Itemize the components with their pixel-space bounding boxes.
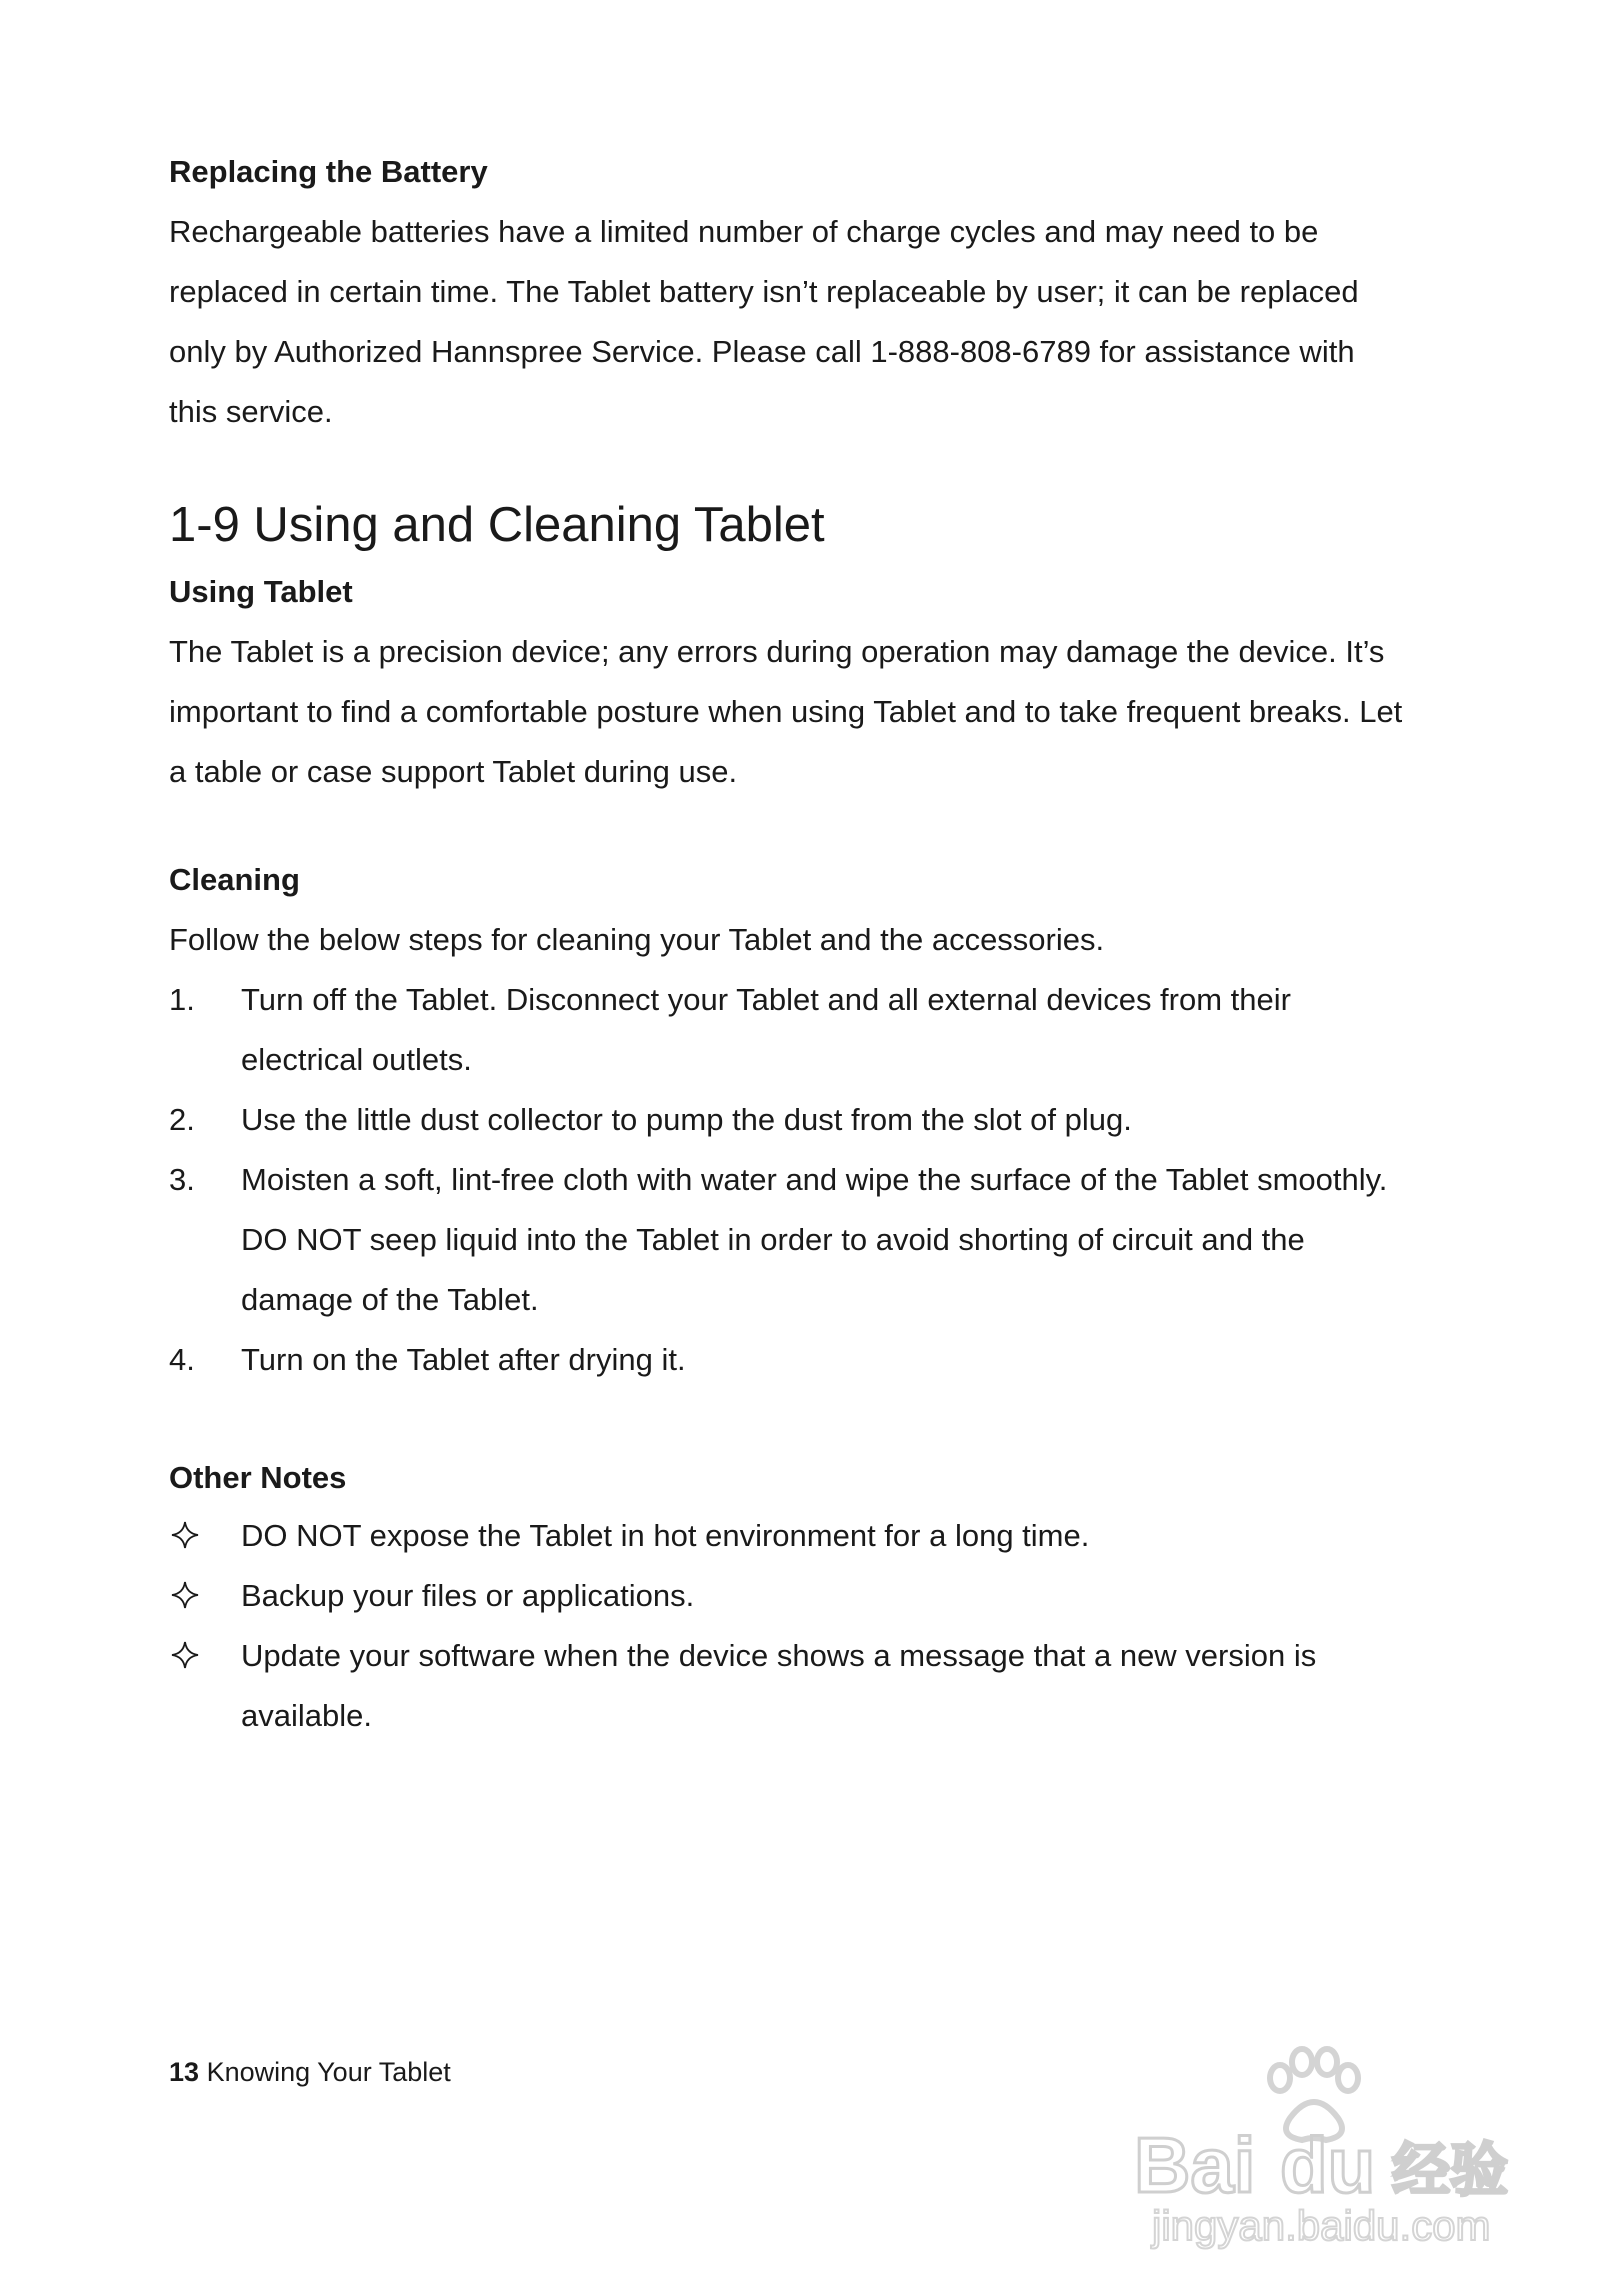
- paragraph-line: The Tablet is a precision device; any errors during operation may damage the device. It’s: [169, 634, 1385, 669]
- paragraph-line: a table or case support Tablet during use.: [169, 754, 738, 789]
- battery-paragraph: [169, 202, 1459, 442]
- step-text: DO NOT seep liquid into the Tablet in order to avoid shorting of circuit and the: [241, 1222, 1305, 1257]
- svg-text:jingyan.baidu.com: jingyan.baidu.com: [1152, 2202, 1491, 2249]
- baidu-watermark-logo: [1130, 2040, 1510, 2250]
- step-text: Turn on the Tablet after drying it.: [241, 1342, 686, 1377]
- svg-text:经验: 经验: [1392, 2136, 1509, 2204]
- section-title: 1-9 Using and Cleaning Tablet: [169, 498, 825, 552]
- page-number: 13: [169, 2057, 200, 2087]
- paragraph-line: Follow the below steps for cleaning your Tablet and the accessories.: [169, 922, 1105, 957]
- svg-text:Bai: Bai: [1134, 2121, 1256, 2209]
- note-text: available.: [241, 1698, 372, 1733]
- step-text: damage of the Tablet.: [241, 1282, 539, 1317]
- note-text: Update your software when the device shows a message that a new version is: [241, 1638, 1317, 1673]
- paragraph-line: this service.: [169, 394, 333, 429]
- four-point-star-outline-icon: [171, 1581, 199, 1609]
- step-text: electrical outlets.: [241, 1042, 472, 1077]
- paragraph-line: Rechargeable batteries have a limited number of charge cycles and may need to be: [169, 214, 1319, 249]
- step-number: 2.: [169, 1102, 195, 1137]
- step-number: 4.: [169, 1342, 195, 1377]
- paragraph-line: only by Authorized Hannspree Service. Please call 1-888-808-6789 for assistance with: [169, 334, 1355, 369]
- step-number: 3.: [169, 1162, 195, 1197]
- using-heading: Using Tablet: [169, 574, 353, 609]
- paragraph-line: replaced in certain time. The Tablet battery isn’t replaceable by user; it can be replaced: [169, 274, 1359, 309]
- step-number: 1.: [169, 982, 195, 1017]
- four-point-star-outline-icon: [171, 1641, 199, 1669]
- four-point-star-outline-icon: [171, 1521, 199, 1549]
- using-paragraph: [169, 622, 1459, 802]
- chapter-title: Knowing Your Tablet: [206, 2057, 451, 2087]
- step-text: Moisten a soft, lint-free cloth with water and wipe the surface of the Tablet smoothly.: [241, 1162, 1388, 1197]
- note-text: Backup your files or applications.: [241, 1578, 695, 1613]
- paragraph-line: important to find a comfortable posture when using Tablet and to take frequent breaks. Let: [169, 694, 1403, 729]
- battery-heading: Replacing the Battery: [169, 154, 488, 189]
- step-text: Turn off the Tablet. Disconnect your Tablet and all external devices from their: [241, 982, 1291, 1017]
- cleaning-heading: Cleaning: [169, 862, 300, 897]
- notes-heading: Other Notes: [169, 1460, 347, 1495]
- cleaning-intro: [169, 910, 1459, 970]
- note-text: DO NOT expose the Tablet in hot environment for a long time.: [241, 1518, 1090, 1553]
- page-footer: [169, 2055, 451, 2089]
- svg-text:du: du: [1280, 2121, 1376, 2209]
- step-text: Use the little dust collector to pump the dust from the slot of plug.: [241, 1102, 1132, 1137]
